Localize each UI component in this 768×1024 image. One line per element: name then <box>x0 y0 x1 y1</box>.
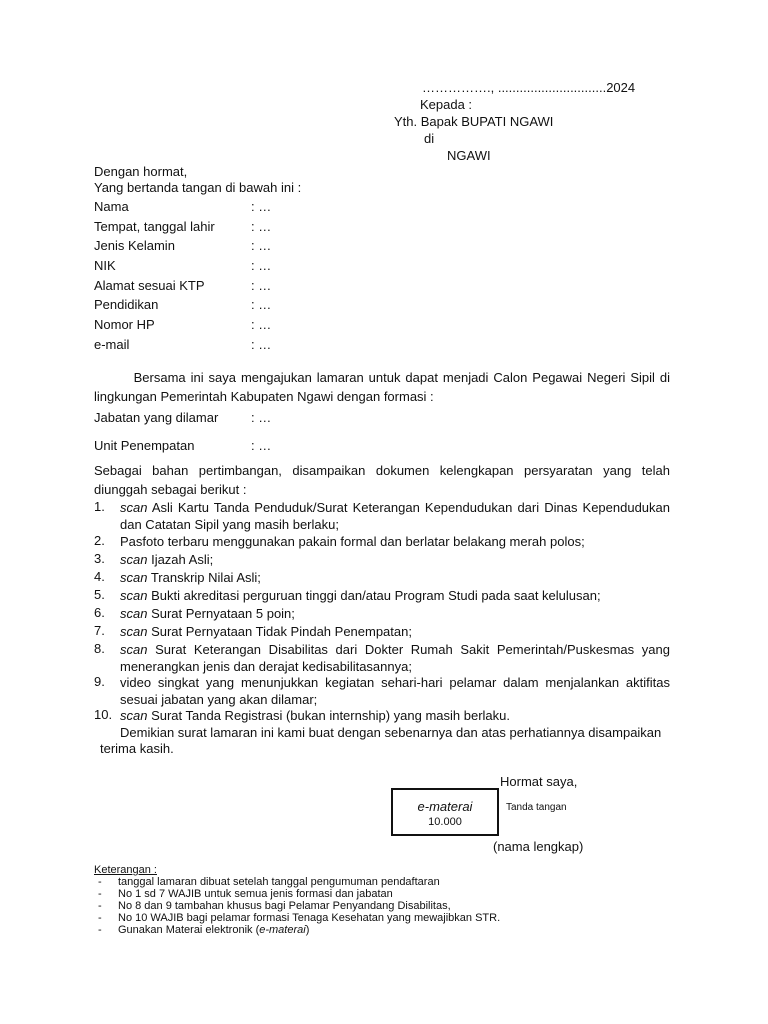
field-value: : … <box>251 438 272 453</box>
item-body: Pasfoto terbaru menggunakan pakain formal dan berlatar belakang merah polos; <box>120 534 585 549</box>
recipient: Yth. Bapak BUPATI NGAWI <box>394 114 554 129</box>
item-number: 4. <box>94 569 105 584</box>
document-item <box>94 551 670 569</box>
note-text <box>118 925 309 937</box>
document-item <box>94 623 670 641</box>
field-label: Nama <box>94 199 129 214</box>
date-line: ……………., ..............................2024 <box>422 80 636 95</box>
field-label: Nomor HP <box>94 317 155 332</box>
item-body: Surat Pernyataan 5 poin; <box>147 606 295 621</box>
regards: Hormat saya, <box>500 774 578 789</box>
item-number: 2. <box>94 533 105 548</box>
field-value: : … <box>251 258 272 273</box>
note-text: tanggal lamaran dibuat setelah tanggal pengumuman pendaftaran <box>118 876 440 888</box>
item-number: 10. <box>94 707 113 722</box>
item-text <box>120 499 670 533</box>
document-item <box>94 569 670 587</box>
item-prefix: scan <box>120 552 148 567</box>
materai-label: e-materai <box>417 799 473 814</box>
signature-label: Tanda tangan <box>506 802 567 813</box>
kepada-label: Kepada : <box>420 97 473 112</box>
item-prefix: scan <box>120 642 148 657</box>
bullet-dash: - <box>98 912 102 924</box>
item-number: 7. <box>94 623 105 638</box>
item-prefix: scan <box>120 570 148 585</box>
notes-title: Keterangan : <box>94 864 157 876</box>
note-text: No 10 WAJIB bagi pelamar formasi Tenaga Kesehatan yang mewajibkan STR. <box>118 912 501 924</box>
e-materai-stamp <box>391 788 499 836</box>
bullet-dash: - <box>98 888 102 900</box>
field-value: : … <box>251 337 272 352</box>
item-prefix: scan <box>120 708 148 723</box>
field-value: : … <box>251 317 272 332</box>
documents-intro: Sebagai bahan pertimbangan, disampaikan dokumen kelengkapan persyaratan yang telah diunggah sebagai berikut : <box>94 463 670 497</box>
note-suffix: ) <box>305 924 310 936</box>
item-body: Ijazah Asli; <box>147 552 214 567</box>
field-value: : … <box>251 238 272 253</box>
note-item <box>94 925 654 937</box>
item-text <box>120 551 670 568</box>
field-label: Jenis Kelamin <box>94 238 175 253</box>
item-number: 5. <box>94 587 105 602</box>
note-text: No 8 dan 9 tambahan khusus bagi Pelamar Penyandang Disabilitas, <box>118 900 451 912</box>
application-paragraph: Bersama ini saya mengajukan lamaran untuk dapat menjadi Calon Pegawai Negeri Sipil di lingkungan Pemerintah Kabupaten Ngawi dengan formasi : <box>94 370 674 404</box>
field-value: : … <box>251 278 272 293</box>
materai-value: 10.000 <box>428 816 462 828</box>
field-label: Jabatan yang dilamar <box>94 410 219 425</box>
item-body: Surat Keterangan Disabilitas dari Dokter Rumah Sakit Pemerintah/Puskesmas yang menerangkan jenis dan derajat kedisabilitasannya; <box>120 642 670 674</box>
field-label: Alamat sesuai KTP <box>94 278 205 293</box>
bullet-dash: - <box>98 900 102 912</box>
document-item <box>94 707 670 725</box>
note-italic: e-materai <box>259 924 306 936</box>
item-number: 6. <box>94 605 105 620</box>
field-label: Unit Penempatan <box>94 438 195 453</box>
closing-line-2: terima kasih. <box>100 741 174 756</box>
item-text <box>120 605 670 622</box>
item-body: Asli Kartu Tanda Penduduk/Surat Keterangan Kependudukan dari Dinas Kependudukan dan Catatan Sipil yang masih berlaku; <box>120 500 670 532</box>
document-item <box>94 641 670 674</box>
item-body: video singkat yang menunjukkan kegiatan sehari-hari pelamar dalam menjalankan aktifitas sesuai jabatan yang akan dilamar; <box>120 675 670 707</box>
item-text <box>120 623 670 640</box>
document-item <box>94 587 670 605</box>
field-value: : … <box>251 297 272 312</box>
intro-line: Yang bertanda tangan di bawah ini : <box>94 180 302 195</box>
field-value: : … <box>251 199 272 214</box>
item-body: Surat Pernyataan Tidak Pindah Penempatan; <box>147 624 412 639</box>
item-number: 9. <box>94 674 105 689</box>
full-name-placeholder: (nama lengkap) <box>493 839 584 854</box>
item-prefix: scan <box>120 624 148 639</box>
item-prefix: scan <box>120 606 148 621</box>
field-label: Tempat, tanggal lahir <box>94 219 215 234</box>
item-text <box>120 587 670 604</box>
document-item <box>94 499 670 532</box>
item-text <box>120 569 670 586</box>
item-text <box>120 533 670 550</box>
note-prefix: Gunakan Materai elektronik ( <box>118 924 260 936</box>
item-body: Bukti akreditasi perguruan tinggi dan/atau Program Studi pada saat kelulusan; <box>147 588 601 603</box>
field-value: : … <box>251 410 272 425</box>
bullet-dash: - <box>98 876 102 888</box>
field-value: : … <box>251 219 272 234</box>
field-label: e-mail <box>94 337 130 352</box>
item-text <box>120 641 670 675</box>
item-text <box>120 707 670 724</box>
salutation: Dengan hormat, <box>94 164 188 179</box>
field-label: NIK <box>94 258 116 273</box>
item-prefix: scan <box>120 588 148 603</box>
item-prefix: scan <box>120 500 148 515</box>
document-item <box>94 605 670 623</box>
note-text: No 1 sd 7 WAJIB untuk semua jenis formasi dan jabatan <box>118 888 393 900</box>
item-text <box>120 674 670 708</box>
closing-line-1: Demikian surat lamaran ini kami buat dengan sebenarnya dan atas perhatiannya disampaikan <box>120 725 662 740</box>
item-body: Surat Tanda Registrasi (bukan internship) yang masih berlaku. <box>147 708 510 723</box>
item-number: 3. <box>94 551 105 566</box>
item-number: 8. <box>94 641 105 656</box>
bullet-dash: - <box>98 924 102 936</box>
document-item <box>94 674 670 707</box>
di-label: di <box>424 131 435 146</box>
document-item <box>94 533 670 551</box>
field-label: Pendidikan <box>94 297 159 312</box>
item-body: Transkrip Nilai Asli; <box>147 570 261 585</box>
recipient-city: NGAWI <box>447 148 491 163</box>
item-number: 1. <box>94 499 105 514</box>
